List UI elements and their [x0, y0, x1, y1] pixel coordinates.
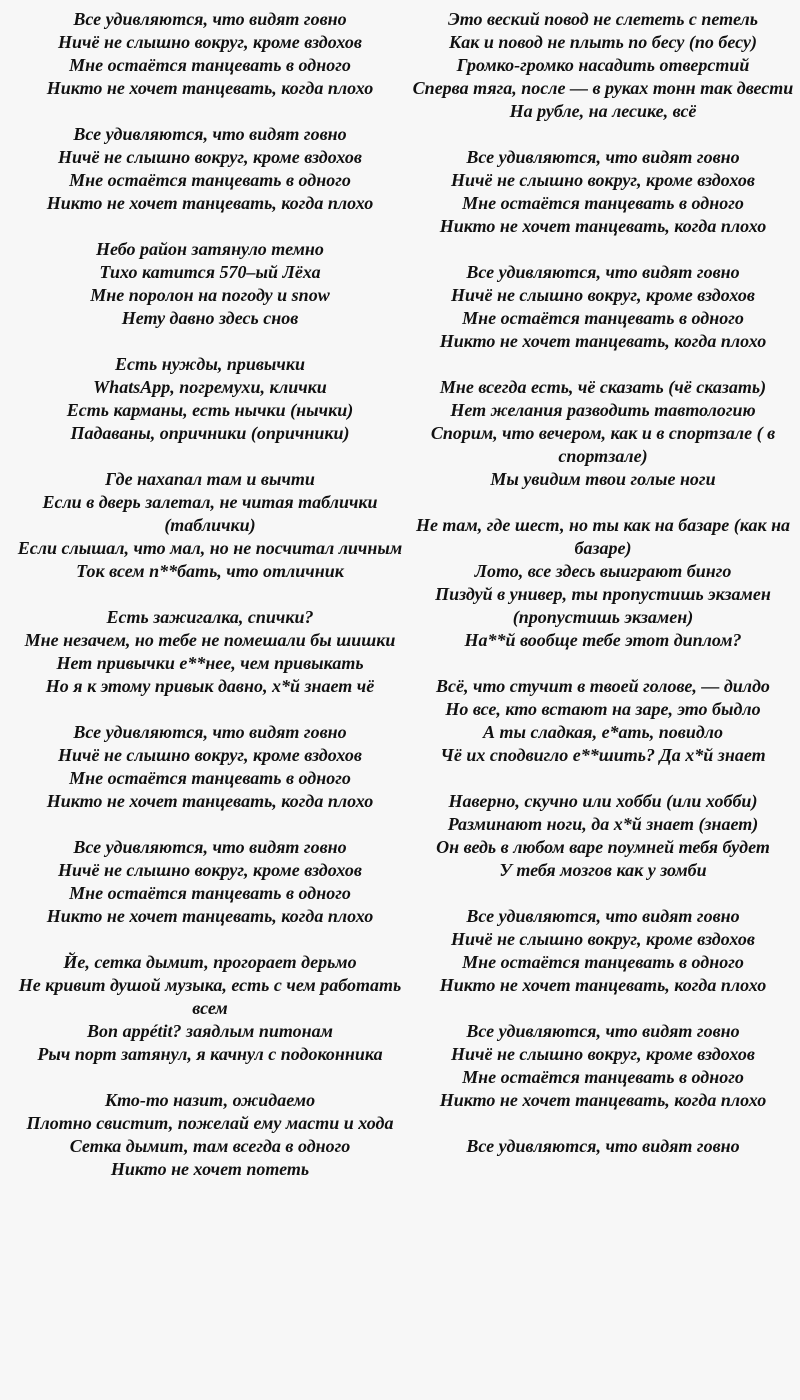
lyric-line: Мне всегда есть, чё сказать (чё сказать) — [439, 377, 767, 397]
lyric-line: Мне поролон на погоду и snow — [90, 285, 330, 305]
lyric-line: Никто не хочет танцевать, когда плохо — [439, 1090, 767, 1110]
lyric-line: Падаваны, опричники (опричники) — [70, 423, 350, 443]
lyric-line: Плотно свистит, пожелай ему масти и хода — [26, 1113, 394, 1133]
left-stanza — [10, 1089, 410, 1181]
left-stanza — [10, 606, 410, 698]
lyric-line: Ток всем п**бать, что отличник — [76, 561, 344, 581]
lyric-line: Нету давно здесь снов — [121, 308, 299, 328]
lyric-line: Bon appétit? заядлым питонам — [87, 1021, 333, 1041]
lyric-line: Спорим, что вечером, как и в спортзале ( в спортзале) — [430, 423, 776, 466]
lyric-line: Небо район затянуло темно — [96, 239, 324, 259]
lyric-line: Мне незачем, но тебе не помешали бы шишки — [24, 630, 396, 650]
lyric-line: Есть карманы, есть нычки (нычки) — [66, 400, 354, 420]
left-stanza — [10, 468, 410, 583]
lyric-line: Никто не хочет потеть — [110, 1159, 310, 1179]
lyric-line: Все удивляются, что видят говно — [466, 262, 740, 282]
left-stanza — [10, 238, 410, 330]
lyric-line: Все удивляются, что видят говно — [73, 124, 347, 144]
lyric-line: А ты сладкая, е*ать, повидло — [482, 722, 724, 742]
lyric-line: Тихо катится 570–ый Лёха — [99, 262, 321, 282]
lyric-line: Но все, кто встают на заре, это быдло — [445, 699, 761, 719]
lyric-line: Ничё не слышно вокруг, кроме вздохов — [451, 170, 755, 190]
left-stanza — [10, 8, 410, 100]
lyric-line: Есть зажигалка, спички? — [106, 607, 314, 627]
lyrics-column-right — [412, 8, 794, 1181]
lyric-line: Йе, сетка дымит, прогорает дерьмо — [63, 952, 357, 972]
lyric-line: Все удивляются, что видят говно — [73, 9, 347, 29]
lyric-line: Ничё не слышно вокруг, кроме вздохов — [451, 929, 755, 949]
lyric-line: Все удивляются, что видят говно — [466, 1021, 740, 1041]
right-stanza — [412, 8, 794, 123]
lyric-line: Все удивляются, что видят говно — [73, 837, 347, 857]
left-stanza — [10, 123, 410, 215]
lyric-line: На рубле, на лесике, всё — [509, 101, 697, 121]
lyric-line: Мне остаётся танцевать в одного — [69, 55, 351, 75]
lyric-line: Никто не хочет танцевать, когда плохо — [46, 193, 374, 213]
right-stanza — [412, 1020, 794, 1112]
lyric-line: Если в дверь залетал, не читая таблички (таблички) — [42, 492, 378, 535]
right-stanza — [412, 514, 794, 652]
lyric-line: Мне остаётся танцевать в одного — [462, 193, 744, 213]
left-stanza — [10, 353, 410, 445]
lyric-line: Разминают ноги, да х*й знает (знает) — [447, 814, 759, 834]
lyric-line: Нет желания разводить тавтологию — [450, 400, 756, 420]
lyric-line: Пиздуй в универ, ты пропустишь экзамен (пропустишь экзамен) — [435, 584, 771, 627]
lyric-line: Мне остаётся танцевать в одного — [462, 308, 744, 328]
right-stanza — [412, 261, 794, 353]
lyric-line: Никто не хочет танцевать, когда плохо — [439, 331, 767, 351]
lyric-line: Это веский повод не слететь с петель — [448, 9, 758, 29]
lyrics-column-left — [10, 8, 410, 1204]
lyric-line: Никто не хочет танцевать, когда плохо — [439, 975, 767, 995]
lyric-line: Ничё не слышно вокруг, кроме вздохов — [58, 147, 362, 167]
right-stanza — [412, 376, 794, 491]
lyric-line: На**й вообще тебе этот диплом? — [464, 630, 742, 650]
right-stanza — [412, 146, 794, 238]
right-stanza — [412, 905, 794, 997]
right-stanza — [412, 1135, 794, 1158]
right-stanza — [412, 790, 794, 882]
lyric-line: Если слышал, что мал, но не посчитал личным — [17, 538, 403, 558]
lyric-line: Все удивляются, что видят говно — [73, 722, 347, 742]
lyric-line: Рыч порт затянул, я качнул с подоконника — [37, 1044, 383, 1064]
lyric-line: WhatsApp, погремухи, клички — [93, 377, 327, 397]
lyric-line: Все удивляются, что видят говно — [466, 1136, 740, 1156]
lyric-line: Чё их сподвигло е**шить? Да х*й знает — [440, 745, 766, 765]
lyric-line: У тебя мозгов как у зомби — [499, 860, 707, 880]
left-stanza — [10, 721, 410, 813]
lyric-line: Все удивляются, что видят говно — [466, 147, 740, 167]
lyric-line: Не там, где шест, но ты как на базаре (как на базаре) — [415, 515, 791, 558]
lyric-line: Мне остаётся танцевать в одного — [69, 170, 351, 190]
lyric-line: Как и повод не плыть по бесу (по бесу) — [449, 32, 757, 52]
right-stanza — [412, 675, 794, 767]
lyric-line: Никто не хочет танцевать, когда плохо — [46, 791, 374, 811]
lyric-line: Ничё не слышно вокруг, кроме вздохов — [58, 32, 362, 52]
lyric-line: Наверно, скучно или хобби (или хобби) — [448, 791, 758, 811]
lyric-line: Но я к этому привык давно, х*й знает чё — [45, 676, 375, 696]
lyric-line: Ничё не слышно вокруг, кроме вздохов — [451, 1044, 755, 1064]
lyric-line: Есть нужды, привычки — [115, 354, 305, 374]
lyric-line: Мне остаётся танцевать в одного — [69, 768, 351, 788]
lyric-line: Всё, что стучит в твоей голове, — дилдо — [436, 676, 770, 696]
lyric-line: Никто не хочет танцевать, когда плохо — [439, 216, 767, 236]
lyric-line: Все удивляются, что видят говно — [466, 906, 740, 926]
lyric-line: Мне остаётся танцевать в одного — [462, 952, 744, 972]
lyric-line: Громко-громко насадить отверстий — [456, 55, 750, 75]
lyric-line: Ничё не слышно вокруг, кроме вздохов — [58, 860, 362, 880]
lyric-line: Сперва тяга, после — в руках тонн так двести — [412, 78, 794, 98]
lyric-line: Кто-то назит, ожидаемо — [104, 1090, 316, 1110]
lyric-line: Ничё не слышно вокруг, кроме вздохов — [58, 745, 362, 765]
lyric-line: Где нахапал там и вычти — [105, 469, 315, 489]
lyric-line: Он ведь в любом варе поумней тебя будет — [436, 837, 770, 857]
lyric-line: Никто не хочет танцевать, когда плохо — [46, 906, 374, 926]
lyric-line: Нет привычки е**нее, чем привыкать — [56, 653, 364, 673]
lyric-line: Не кривит душой музыка, есть с чем работать всем — [18, 975, 402, 1018]
lyric-line: Мне остаётся танцевать в одного — [69, 883, 351, 903]
lyric-line: Никто не хочет танцевать, когда плохо — [46, 78, 374, 98]
left-stanza — [10, 836, 410, 928]
lyric-line: Ничё не слышно вокруг, кроме вздохов — [451, 285, 755, 305]
lyric-line: Мы увидим твои голые ноги — [490, 469, 716, 489]
left-stanza — [10, 951, 410, 1066]
lyric-line: Сетка дымит, там всегда в одного — [69, 1136, 351, 1156]
lyric-line: Мне остаётся танцевать в одного — [462, 1067, 744, 1087]
lyric-line: Лото, все здесь выиграют бинго — [474, 561, 732, 581]
